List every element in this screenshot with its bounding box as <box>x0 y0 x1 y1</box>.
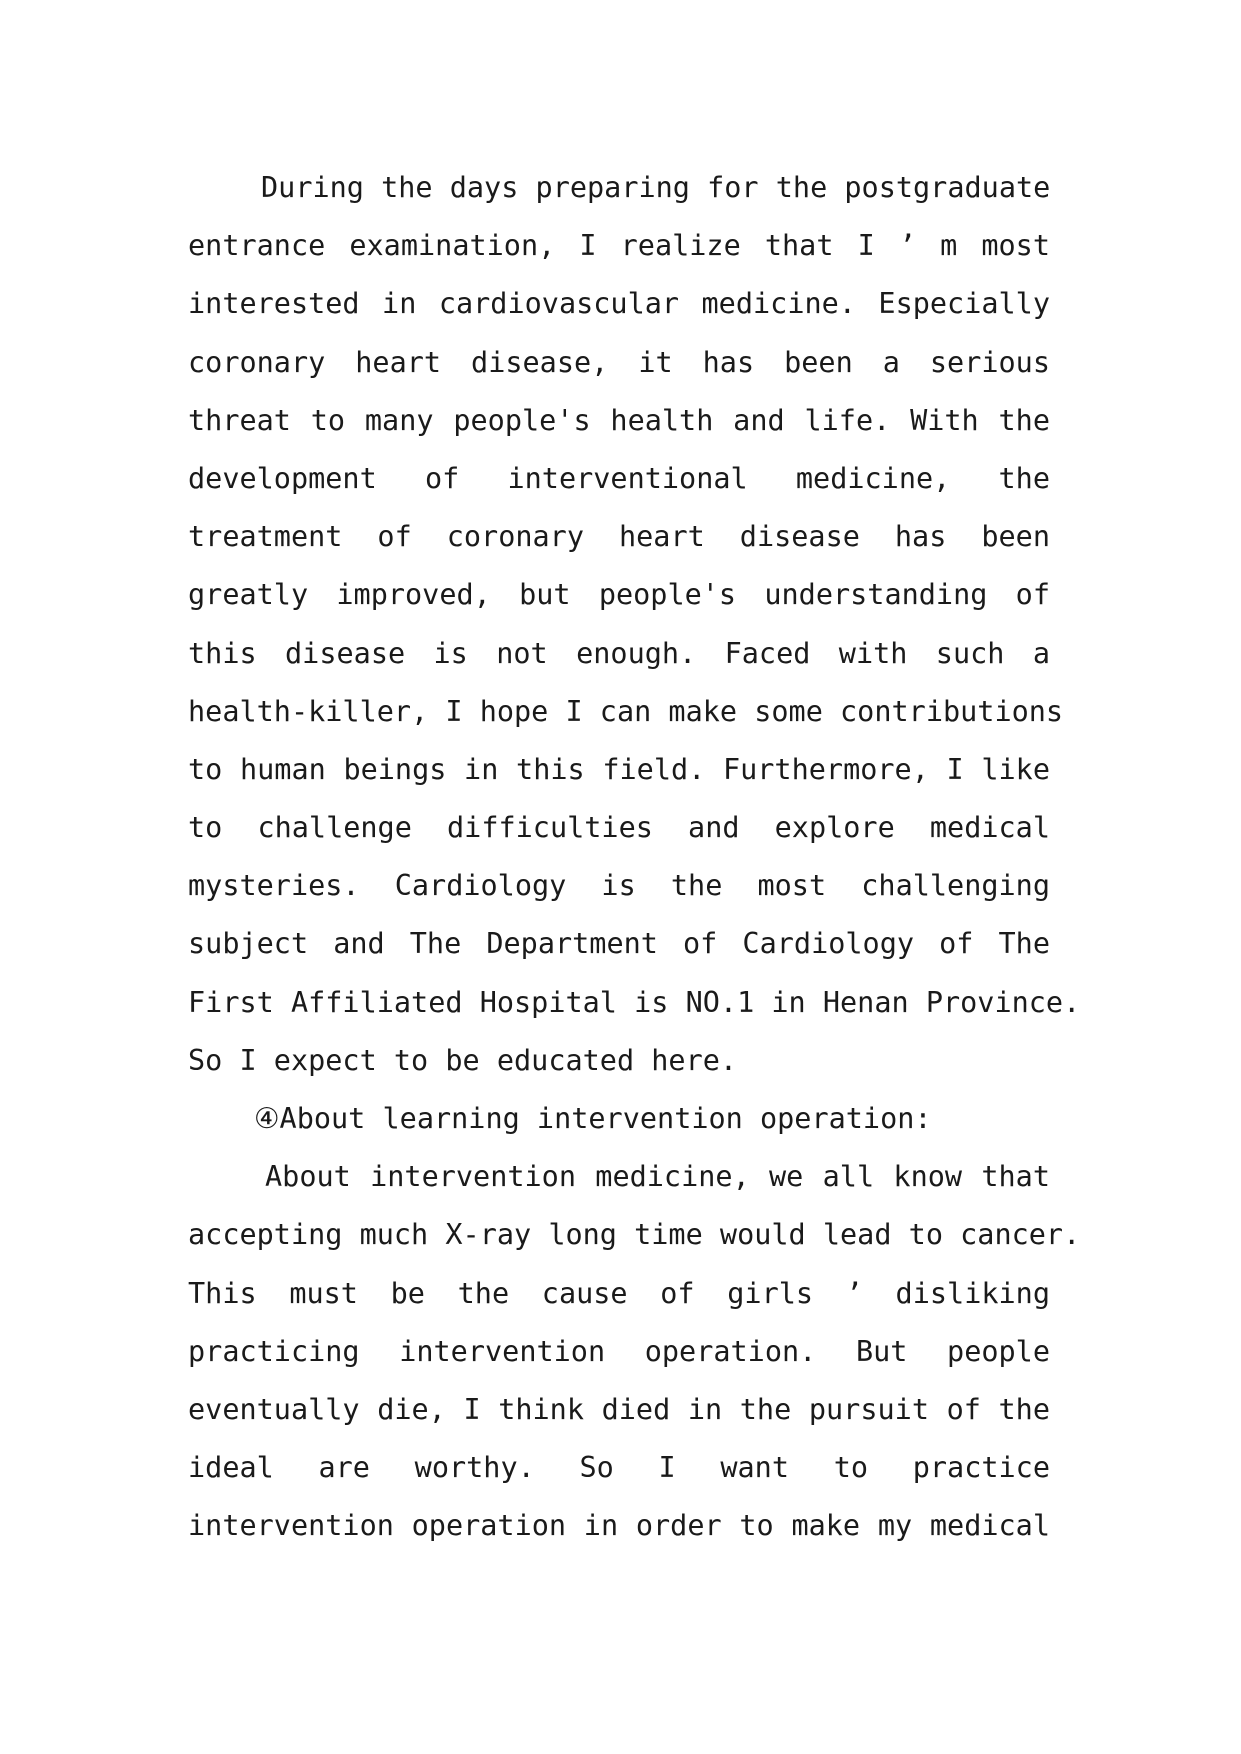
paragraph-line: subject and The Department of Cardiology of The <box>188 927 1050 961</box>
paragraph-line: So I expect to be educated here. <box>188 1043 738 1077</box>
paragraph-line: coronary heart disease, it has been a serious <box>188 345 1050 379</box>
paragraph-line: intervention operation in order to make my medical <box>188 1509 1050 1543</box>
paragraph-line: development of interventional medicine, the <box>188 461 1050 495</box>
paragraph-line: threat to many people's health and life. With the <box>188 403 1050 437</box>
body-text <box>188 159 1081 1556</box>
paragraph-line: During the days preparing for the postgraduate <box>261 171 1051 204</box>
paragraph-line: to human beings in this field. Furthermore, I like <box>188 752 1050 786</box>
paragraph-line: entrance examination, I realize that I ’ m most <box>188 229 1050 263</box>
paragraph-line: About intervention medicine, we all know that <box>265 1160 1050 1194</box>
paragraph-line: treatment of coronary heart disease has been <box>188 520 1050 554</box>
paragraph-line: interested in cardiovascular medicine. Especially <box>188 287 1050 321</box>
paragraph-line: This must be the cause of girls ’ disliking <box>188 1276 1050 1310</box>
paragraph-line: ideal are worthy. So I want to practice <box>188 1451 1050 1485</box>
section-heading: ④About learning intervention operation: <box>254 1102 932 1135</box>
paragraph-line: to challenge difficulties and explore medical <box>188 811 1050 845</box>
paragraph-line: this disease is not enough. Faced with such a <box>188 636 1050 670</box>
paragraph-line: greatly improved, but people's understanding of <box>188 578 1050 612</box>
paragraph-line: First Affiliated Hospital is NO.1 in Henan Province. <box>188 985 1081 1019</box>
paragraph-line: practicing intervention operation. But people <box>188 1334 1050 1368</box>
paragraph-line: accepting much X-ray long time would lead to cancer. <box>188 1218 1081 1252</box>
paragraph-line: mysteries. Cardiology is the most challenging <box>188 869 1050 903</box>
paragraph-line: eventually die, I think died in the pursuit of the <box>188 1392 1050 1426</box>
paragraph-line: health-killer, I hope I can make some contributions <box>188 694 1064 728</box>
